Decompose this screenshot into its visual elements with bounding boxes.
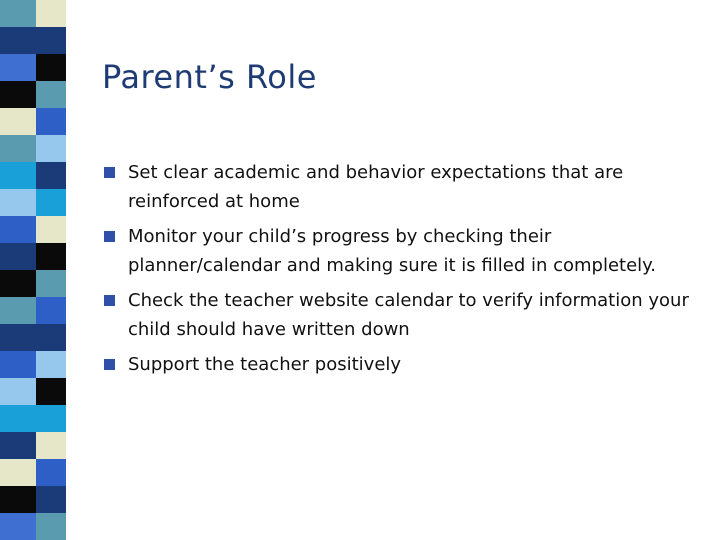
decorative-stripe [0, 432, 36, 459]
square-bullet-icon [104, 231, 115, 242]
bullet-text: Support the teacher positively [128, 354, 402, 375]
square-bullet-icon [104, 359, 115, 370]
bullet-text: Check the teacher website calendar to verify information your child should have written down [128, 290, 689, 340]
bullet-text: Monitor your child’s progress by checking their planner/calendar and making sure it is filled in completely. [128, 226, 656, 276]
bullet-item [104, 158, 704, 216]
stripe-column-left [0, 0, 36, 540]
decorative-stripe [36, 324, 66, 351]
decorative-stripe [36, 513, 66, 540]
decorative-stripe [0, 459, 36, 486]
bullet-list [104, 158, 704, 385]
decorative-stripe [0, 54, 36, 81]
decorative-stripe [36, 54, 66, 81]
decorative-stripe [36, 0, 66, 27]
decorative-stripe [0, 324, 36, 351]
decorative-stripe [0, 513, 36, 540]
bullet-item [104, 286, 704, 344]
decorative-stripe [0, 243, 36, 270]
decorative-stripe [36, 162, 66, 189]
decorative-stripe [0, 162, 36, 189]
decorative-stripe [36, 432, 66, 459]
decorative-stripe [0, 81, 36, 108]
decorative-stripe [36, 351, 66, 378]
stripe-column-right [36, 0, 66, 540]
decorative-stripe [0, 297, 36, 324]
decorative-stripe [36, 243, 66, 270]
decorative-stripe [0, 0, 36, 27]
bullet-item [104, 222, 704, 280]
decorative-stripe-bar [0, 0, 66, 540]
decorative-stripe [36, 81, 66, 108]
decorative-stripe [36, 135, 66, 162]
decorative-stripe [36, 297, 66, 324]
square-bullet-icon [104, 167, 115, 178]
decorative-stripe [36, 459, 66, 486]
slide-title: Parent’s Role [102, 58, 317, 96]
decorative-stripe [36, 405, 66, 432]
decorative-stripe [0, 216, 36, 243]
decorative-stripe [36, 270, 66, 297]
decorative-stripe [0, 189, 36, 216]
bullet-text: Set clear academic and behavior expectations that are reinforced at home [128, 162, 624, 212]
decorative-stripe [36, 486, 66, 513]
decorative-stripe [0, 27, 36, 54]
decorative-stripe [0, 486, 36, 513]
decorative-stripe [36, 216, 66, 243]
bullet-item [104, 350, 704, 379]
decorative-stripe [36, 108, 66, 135]
decorative-stripe [0, 351, 36, 378]
decorative-stripe [0, 108, 36, 135]
decorative-stripe [0, 135, 36, 162]
decorative-stripe [0, 270, 36, 297]
decorative-stripe [0, 405, 36, 432]
decorative-stripe [36, 27, 66, 54]
square-bullet-icon [104, 295, 115, 306]
decorative-stripe [0, 378, 36, 405]
decorative-stripe [36, 189, 66, 216]
decorative-stripe [36, 378, 66, 405]
